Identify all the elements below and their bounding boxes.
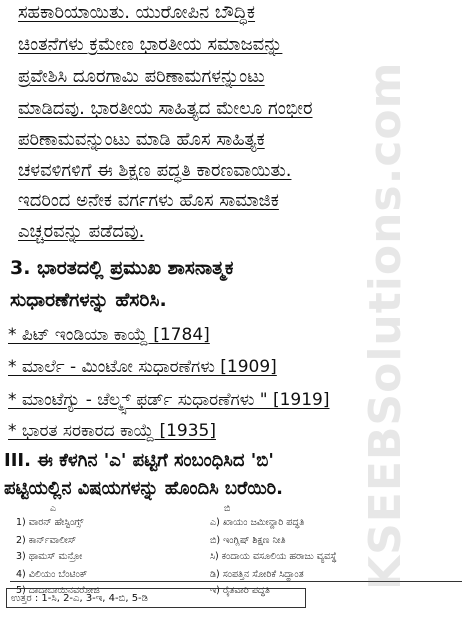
watermark: KSEEBSolutions.com	[360, 61, 411, 590]
question-heading: ಸುಧಾರಣೆಗಳನ್ನು ಹೆಸರಿಸಿ.	[10, 289, 167, 311]
divider	[10, 581, 462, 582]
table-cell-b: ಎ) ಖಾಯಂ ಜಮೀನ್ದಾರಿ ಪದ್ಧತಿ	[210, 517, 305, 528]
paragraph-line: ಸಹಕಾರಿಯಾಯಿತು. ಯುರೋಪಿನ ಬೌದ್ಧಿಕ	[18, 2, 256, 23]
table-cell-b: ಸಿ) ಕಂದಾಯ ವಸೂಲಿಯ ಹರಾಜು ವ್ಯವಸ್ಥೆ	[210, 551, 337, 562]
table-cell-a: 5) ದಾದಾಬಾಯಿನವರೋಜಿ	[16, 585, 100, 596]
column-header-a: ಎ	[50, 503, 57, 514]
section-heading: ಪಟ್ಟಿಯಲ್ಲಿನ ವಿಷಯಗಳನ್ನು ಹೊಂದಿಸಿ ಬರೆಯಿರಿ.	[4, 478, 284, 499]
table-cell-b: ಇ) ರೈತವಾರಿ ಪದ್ಧತಿ	[210, 585, 270, 596]
list-item: * ಪಿಟ್ ಇಂಡಿಯಾ ಕಾಯ್ದೆ [1784]	[8, 325, 210, 345]
paragraph-line: ಇದರಿಂದ ಅನೇಕ ವರ್ಗಗಳು ಹೊಸ ಸಾಮಾಜಿಕ	[18, 190, 279, 211]
table-cell-b: ಡಿ) ಸಂಪತ್ತಿನ ಸೋರಿಕೆ ಸಿದ್ಧಾಂತ	[210, 569, 304, 580]
paragraph-line: ಮಾಡಿದವು. ಭಾರತೀಯ ಸಾಹಿತ್ಯದ ಮೇಲೂ ಗಂಭೀರ	[18, 98, 313, 119]
question-heading: 3. ಭಾರತದಲ್ಲಿ ಪ್ರಮುಖ ಶಾಸನಾತ್ಮಕ	[10, 257, 234, 279]
section-heading: III. ಈ ಕೆಳಗಿನ 'ಎ' ಪಟ್ಟಿಗೆ ಸಂಬಂಧಿಸಿದ 'ಬಿ'	[4, 450, 274, 471]
table-cell-a: 3) ಥಾಮಸ್ ಮನ್ರೋ	[16, 551, 83, 562]
paragraph-line: ಪರಿಣಾಮವನ್ನುಂಟು ಮಾಡಿ ಹೊಸ ಸಾಹಿತ್ಯಕ	[18, 129, 265, 150]
paragraph-line: ಪ್ರವೇಶಿಸಿ ದೂರಗಾಮಿ ಪರಿಣಾಮಗಳನ್ನುಂಟು	[18, 66, 265, 87]
table-cell-b: ಬಿ) ಇಂಗ್ಲಿಷ್ ಶಿಕ್ಷಣ ನೀತಿ	[210, 535, 286, 546]
paragraph-line: ಚಿಂತನೆಗಳು ಕ್ರಮೇಣ ಭಾರತೀಯ ಸಮಾಜವನ್ನು	[18, 34, 283, 55]
paragraph-line: ಚಳವಳಿಗಳಿಗೆ ಈ ಶಿಕ್ಷಣ ಪದ್ಧತಿ ಕಾರಣವಾಯಿತು.	[18, 160, 292, 181]
list-item: * ಭಾರತ ಸರಕಾರದ ಕಾಯ್ದೆ [1935]	[8, 421, 216, 441]
table-cell-a: 1) ವಾರನ್ ಹೇಸ್ಟಿಂಗ್ಸ್	[16, 517, 84, 528]
column-header-b: ಬಿ	[224, 503, 231, 514]
table-cell-a: 2) ಕಾರ್ನ್‌ವಾಲೀಸ್	[16, 535, 77, 546]
list-item: * ಮಾಂಟೆಗ್ಯು - ಚೆಲ್ಮ್ಸ್ ಫರ್ಡ್ ಸುಧಾರಣೆಗಳು " [1919]	[8, 390, 330, 410]
list-item: * ಮಾರ್ಲೆ - ಮಿಂಟೋ ಸುಧಾರಣೆಗಳು [1909]	[8, 357, 277, 377]
answer-box: ಉತ್ತರ : 1-ಸಿ, 2-ಎ, 3-ಇ, 4-ಬಿ, 5-ಡಿ	[6, 588, 306, 608]
paragraph-line: ಎಚ್ಚರವನ್ನು ಪಡೆದವು.	[18, 221, 145, 242]
table-cell-a: 4) ವಿಲಿಯಂ ಬೆಂಟಿಂಕ್	[16, 569, 88, 580]
